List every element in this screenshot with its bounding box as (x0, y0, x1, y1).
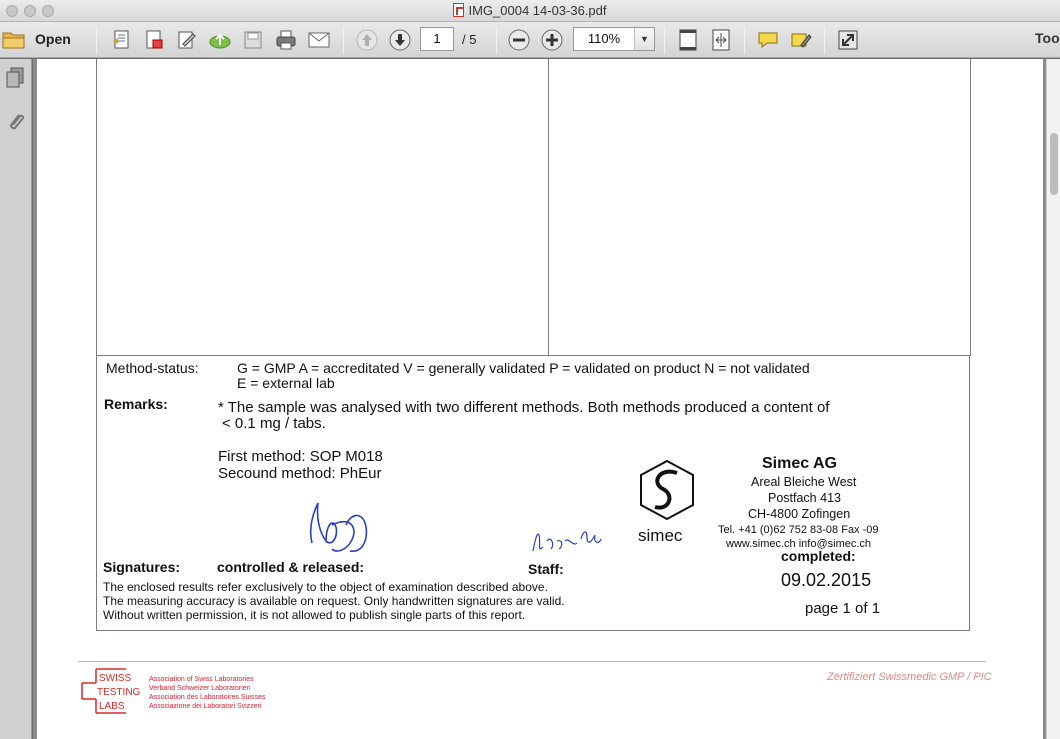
zoom-value: 110% (587, 31, 621, 46)
print-icon[interactable] (273, 27, 299, 53)
comment-icon[interactable] (755, 27, 781, 53)
company-address-1: Areal Bleiche West (751, 475, 857, 489)
page-info: page 1 of 1 (805, 600, 881, 617)
edit-document-icon[interactable] (174, 27, 200, 53)
simec-logo-text: simec (638, 526, 683, 545)
tools-button[interactable]: Too (1035, 30, 1060, 46)
pdf-page (37, 59, 1043, 739)
toolbar-separator (664, 27, 665, 53)
remarks-label: Remarks: (104, 396, 168, 412)
controller-signature (292, 497, 382, 559)
footer-logo-line-3: LABS (99, 701, 125, 712)
completed-date: 09.02.2015 (781, 570, 872, 590)
fit-width-icon[interactable] (708, 27, 734, 53)
table-divider-horizontal (96, 355, 971, 356)
scrollbar-thumb[interactable] (1050, 133, 1058, 195)
vertical-scrollbar[interactable] (1046, 59, 1060, 739)
attachments-icon[interactable] (4, 111, 26, 133)
highlight-text-icon[interactable] (788, 27, 814, 53)
page-total-label: / 5 (462, 32, 477, 47)
staff-label: Staff: (528, 561, 564, 577)
company-name: Simec AG (762, 455, 837, 472)
footer-assoc-en: Association of Swiss Laboratories (149, 676, 254, 683)
simec-logo-icon (637, 459, 697, 521)
footer-assoc-it: Associazione dei Laboratori Svizzeri (149, 703, 262, 710)
chevron-down-icon[interactable]: ▼ (634, 28, 654, 50)
remarks-line-2: < 0.1 mg / tabs. (222, 415, 326, 432)
table-border-right-upper (970, 59, 971, 356)
window-title-area (0, 3, 1060, 18)
pdf-file-icon (453, 3, 464, 17)
toolbar-separator (744, 27, 745, 53)
fit-page-icon[interactable] (675, 27, 701, 53)
disclaimer-line-1: The enclosed results refer exclusively to the object of examination described above. (103, 580, 548, 594)
zoom-select[interactable] (573, 27, 655, 51)
company-address-2: Postfach 413 (768, 491, 841, 505)
company-phone: Tel. +41 (0)62 752 83-08 Fax -09 (718, 524, 879, 536)
footer-rule (78, 661, 986, 662)
company-address-3: CH-4800 Zofingen (748, 507, 851, 521)
table-border-left (96, 59, 97, 630)
main-toolbar (0, 22, 1060, 58)
create-pdf-icon[interactable] (108, 27, 134, 53)
toolbar-separator (343, 27, 344, 53)
export-pdf-icon[interactable] (141, 27, 167, 53)
next-page-icon[interactable] (387, 27, 413, 53)
signatures-label: Signatures: (103, 559, 181, 575)
company-web: www.simec.ch info@simec.ch (726, 538, 872, 550)
save-icon[interactable] (240, 27, 266, 53)
zoom-in-icon[interactable] (539, 27, 565, 53)
table-border-right-lower (969, 356, 970, 631)
toolbar-separator (496, 27, 497, 53)
full-screen-icon[interactable] (835, 27, 861, 53)
remarks-line-1: * The sample was analysed with two different methods. Both methods produced a content of (218, 399, 830, 416)
first-method: First method: SOP M018 (218, 448, 383, 465)
staff-signature (529, 521, 609, 559)
disclaimer-line-3: Without written permission, it is not allowed to publish single parts of this report. (103, 608, 526, 622)
second-method: Secound method: PhEur (218, 465, 382, 482)
navigation-pane (0, 59, 32, 739)
footer-logo-line-1: SWISS (99, 673, 132, 684)
table-border-bottom (96, 630, 970, 631)
folder-icon[interactable] (2, 30, 26, 49)
toolbar-separator (824, 27, 825, 53)
footer-certification: Zertifiziert Swissmedic GMP / PIC (827, 671, 992, 683)
page-number-input[interactable]: 1 (420, 27, 454, 51)
toolbar-separator (96, 27, 97, 53)
email-icon[interactable] (306, 27, 332, 53)
method-status-line-1: G = GMP A = accreditated V = generally validated P = validated on product N = not validated (237, 360, 810, 376)
previous-page-icon[interactable] (354, 27, 380, 53)
open-button[interactable]: Open (35, 31, 71, 47)
method-status-line-2: E = external lab (237, 375, 335, 391)
table-divider-vertical (548, 59, 549, 356)
method-status-label: Method-status: (106, 360, 199, 376)
window-title: IMG_0004 14-03-36.pdf (468, 3, 607, 18)
zoom-out-icon[interactable] (506, 27, 532, 53)
document-viewport[interactable] (33, 59, 1046, 739)
completed-label: completed: (781, 548, 856, 564)
title-bar (0, 0, 1060, 22)
footer-logo-line-2: TESTING (97, 687, 141, 698)
footer-assoc-fr: Association des Laboratoires Suisses (149, 694, 266, 701)
footer-assoc-de: Verband Schweizer Laboratorien (149, 685, 251, 692)
disclaimer-line-2: The measuring accuracy is available on request. Only handwritten signatures are valid. (103, 594, 565, 608)
controlled-released-label: controlled & released: (217, 559, 365, 575)
page-thumbnails-icon[interactable] (4, 67, 26, 89)
upload-cloud-icon[interactable] (207, 27, 233, 53)
